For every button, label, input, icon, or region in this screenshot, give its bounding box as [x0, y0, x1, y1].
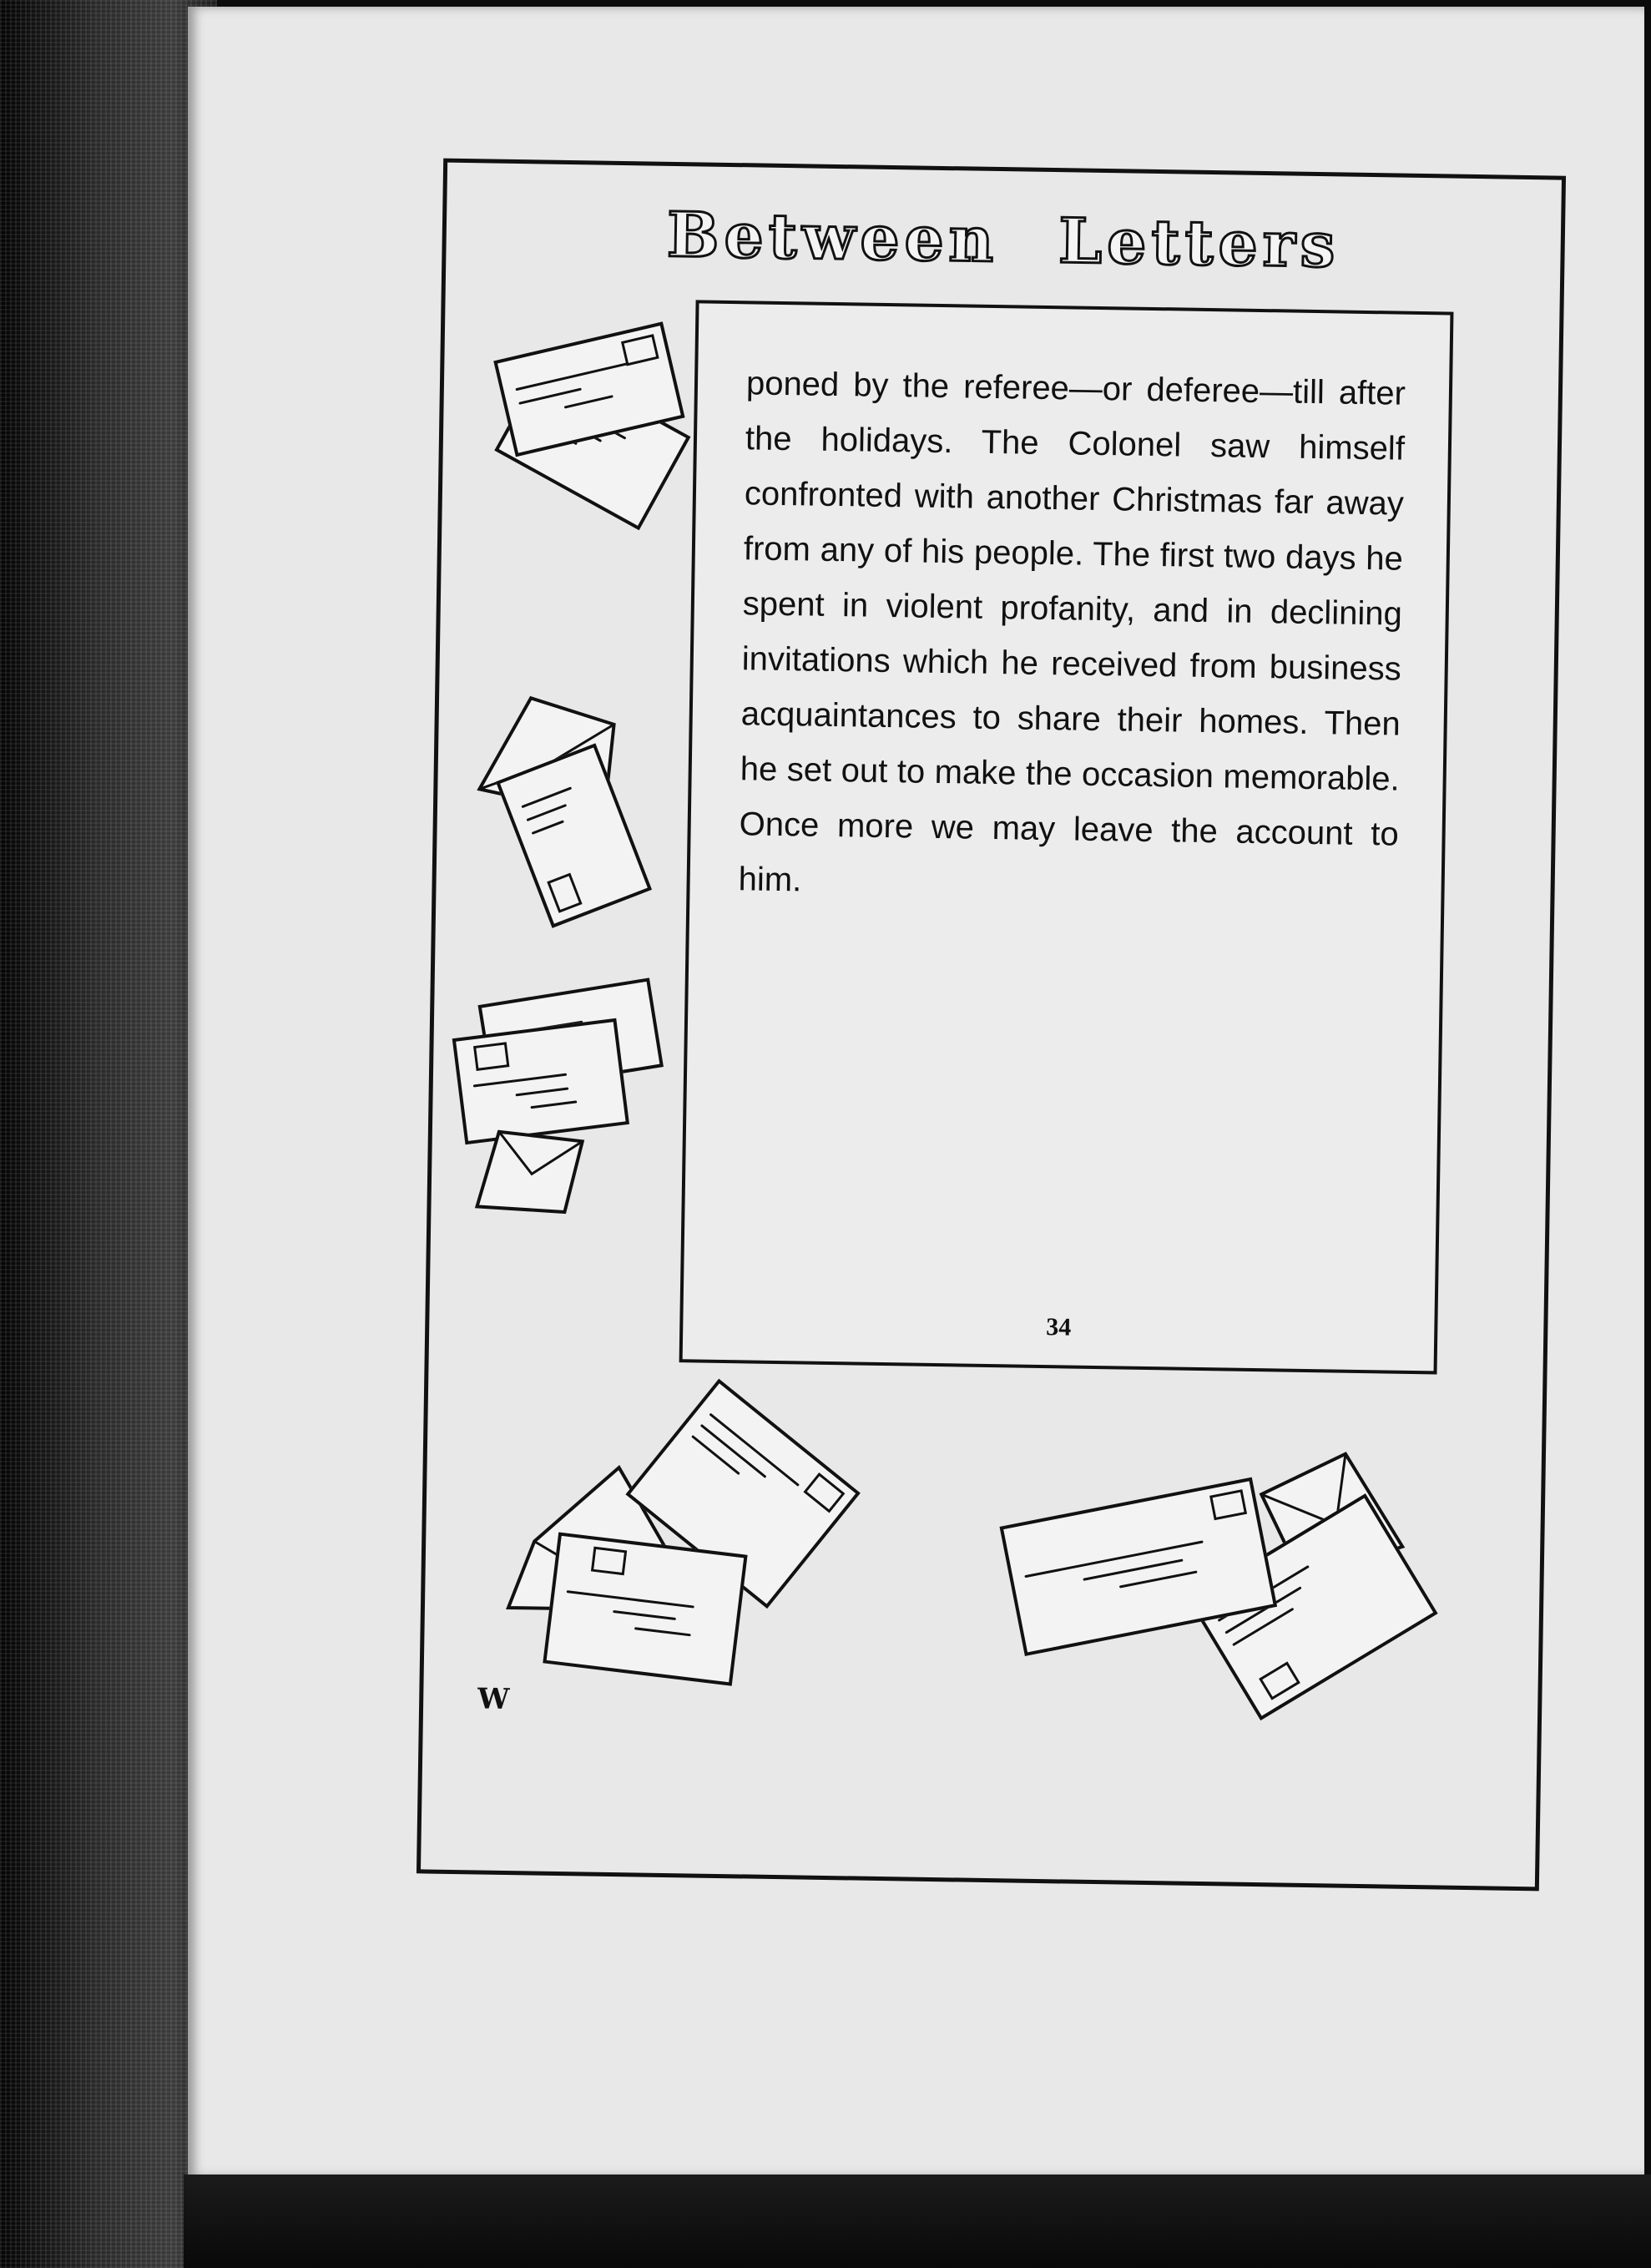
envelope-cluster-5 [999, 1440, 1438, 1747]
envelope-flap-icon [472, 1123, 591, 1216]
stamp-icon [1209, 1489, 1247, 1520]
text-panel [679, 300, 1454, 1374]
stamp-icon [1259, 1661, 1300, 1700]
stamp-icon [591, 1547, 627, 1576]
envelope-cluster-2 [469, 664, 674, 917]
body-paragraph: poned by the referee—or deferee—till after the holidays. The Colonel saw himself confronted with another Christmas far away from any of his people. The first two days he spent in violent profanity, and in declining invitations which he received from business acquaintances to share their homes. Then he set out to make the occasion memorable. Once more we may leave the account to him. [738, 365, 1406, 899]
envelope-cluster-4 [498, 1399, 854, 1705]
book-spine [0, 0, 217, 2268]
envelope-front [543, 1532, 747, 1685]
page-title: Between Letters [666, 199, 1341, 282]
stamp-icon [473, 1042, 509, 1071]
artist-monogram: W [477, 1682, 510, 1717]
stamp-icon [547, 873, 582, 913]
envelope-cluster-1 [492, 322, 695, 526]
envelope-cluster-3 [447, 981, 669, 1235]
page-border-frame [417, 159, 1566, 1892]
page-number: 34 [1046, 1313, 1072, 1341]
book-bottom-edge [184, 2175, 1651, 2268]
